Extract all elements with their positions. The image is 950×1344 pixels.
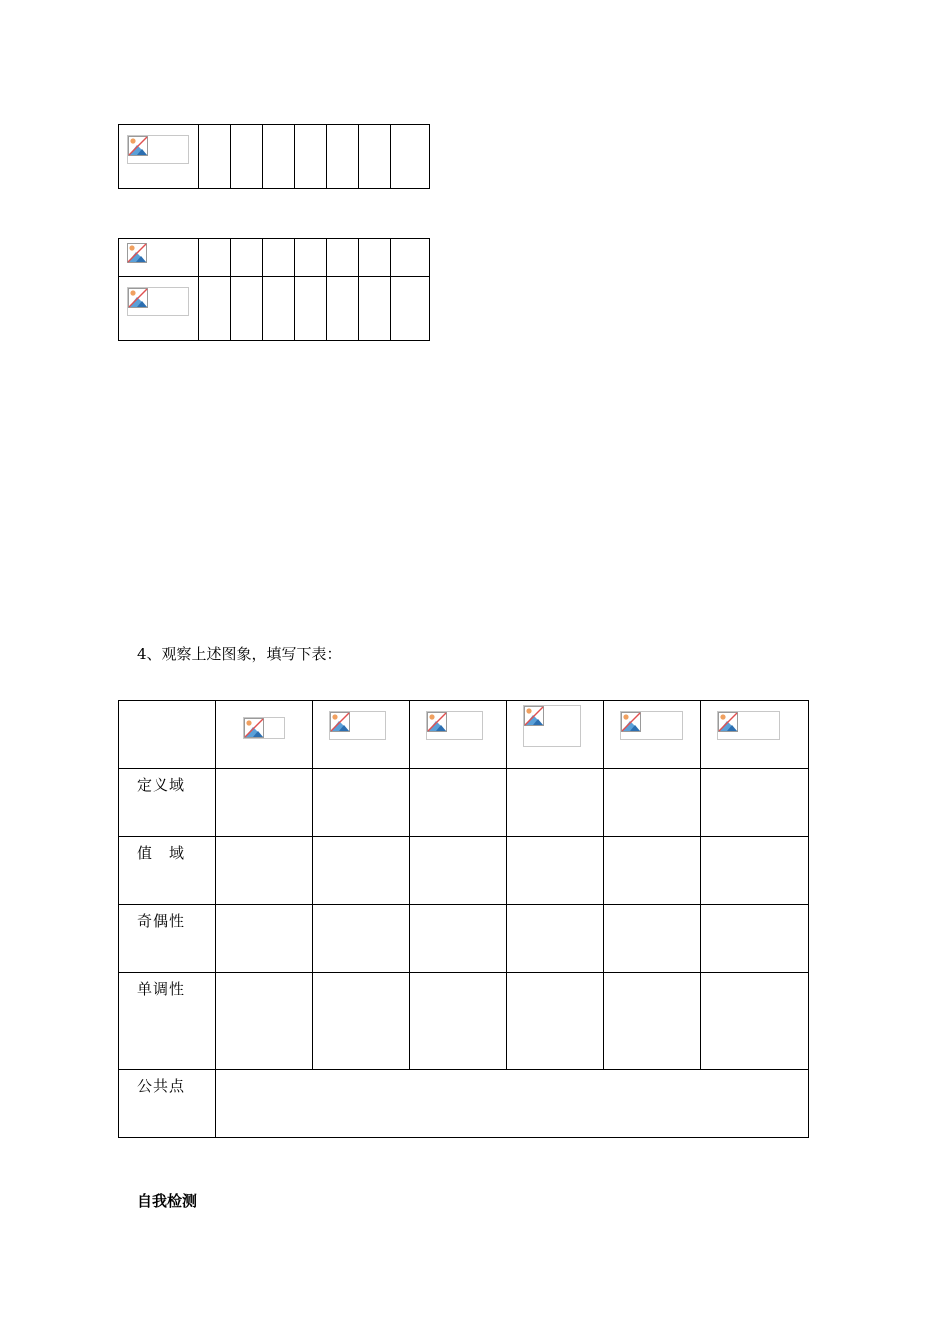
row-label-cell — [119, 973, 216, 1070]
broken-image-icon — [717, 711, 780, 740]
properties-table — [118, 700, 809, 1138]
broken-image-icon — [426, 711, 483, 740]
table-cell[interactable] — [231, 277, 263, 341]
merged-cell[interactable] — [216, 1070, 809, 1138]
table-header-cell — [604, 701, 701, 769]
table-cell[interactable] — [391, 125, 430, 189]
table-cell[interactable] — [604, 905, 701, 973]
table-cell[interactable] — [507, 769, 604, 837]
table-cell — [119, 239, 199, 277]
table-cell[interactable] — [701, 973, 809, 1070]
table-cell[interactable] — [327, 277, 359, 341]
row-label-cell — [119, 837, 216, 905]
table-cell[interactable] — [295, 239, 327, 277]
table-header-cell — [507, 701, 604, 769]
broken-image-icon — [127, 287, 189, 316]
broken-image-icon — [127, 243, 147, 263]
table-cell[interactable] — [216, 769, 313, 837]
table-cell[interactable] — [231, 125, 263, 189]
section-heading: 自我检测 — [137, 1192, 198, 1210]
row-label-parity: 奇偶性 — [137, 912, 186, 930]
broken-image-icon — [523, 705, 581, 747]
row-label-domain: 定义域 — [137, 776, 186, 794]
table-cell[interactable] — [604, 973, 701, 1070]
table-header-cell — [701, 701, 809, 769]
row-label-range: 值 域 — [137, 844, 186, 862]
row-label-cell — [119, 769, 216, 837]
table-cell[interactable] — [216, 837, 313, 905]
table-cell[interactable] — [701, 769, 809, 837]
table-cell[interactable] — [391, 239, 430, 277]
table-cell[interactable] — [507, 837, 604, 905]
instruction-text: 4、观察上述图象，填写下表： — [137, 645, 342, 663]
table-header-cell — [216, 701, 313, 769]
table-cell[interactable] — [410, 905, 507, 973]
table-cell[interactable] — [313, 769, 410, 837]
table-header-cell — [410, 701, 507, 769]
value-table-1 — [118, 124, 430, 189]
table-cell[interactable] — [231, 239, 263, 277]
broken-image-icon — [243, 717, 285, 739]
table-cell[interactable] — [410, 769, 507, 837]
broken-image-icon — [620, 711, 683, 740]
row-label-cell — [119, 905, 216, 973]
table-cell[interactable] — [359, 277, 391, 341]
table-cell[interactable] — [359, 125, 391, 189]
table-cell[interactable] — [313, 905, 410, 973]
table-cell[interactable] — [701, 905, 809, 973]
row-label-cell — [119, 1070, 216, 1138]
table-cell[interactable] — [410, 837, 507, 905]
row-label-monotonicity: 单调性 — [137, 980, 186, 998]
table-cell — [119, 125, 199, 189]
table-cell[interactable] — [313, 973, 410, 1070]
table-cell[interactable] — [507, 905, 604, 973]
row-label-common-point: 公共点 — [137, 1077, 186, 1095]
table-cell[interactable] — [313, 837, 410, 905]
table-cell[interactable] — [410, 973, 507, 1070]
table-cell[interactable] — [701, 837, 809, 905]
table-cell[interactable] — [391, 277, 430, 341]
table-header-cell — [313, 701, 410, 769]
table-cell[interactable] — [295, 125, 327, 189]
table-cell[interactable] — [263, 277, 295, 341]
table-cell[interactable] — [295, 277, 327, 341]
broken-image-icon — [127, 135, 189, 164]
table-cell[interactable] — [327, 125, 359, 189]
table-cell[interactable] — [327, 239, 359, 277]
value-table-2 — [118, 238, 430, 341]
table-cell[interactable] — [263, 125, 295, 189]
table-cell[interactable] — [507, 973, 604, 1070]
broken-image-icon — [329, 711, 386, 740]
table-cell[interactable] — [604, 769, 701, 837]
table-corner-cell — [119, 701, 216, 769]
table-cell[interactable] — [199, 277, 231, 341]
table-cell[interactable] — [263, 239, 295, 277]
table-cell[interactable] — [199, 125, 231, 189]
table-cell[interactable] — [604, 837, 701, 905]
table-cell[interactable] — [359, 239, 391, 277]
table-cell[interactable] — [199, 239, 231, 277]
table-cell[interactable] — [216, 905, 313, 973]
table-cell — [119, 277, 199, 341]
table-cell[interactable] — [216, 973, 313, 1070]
